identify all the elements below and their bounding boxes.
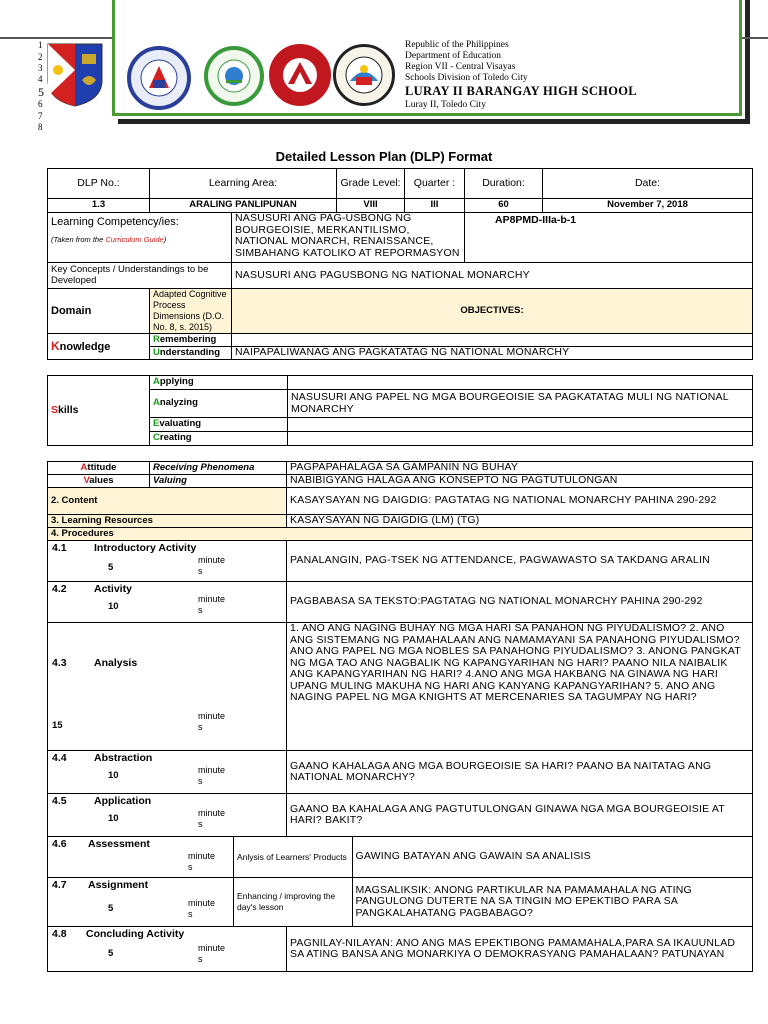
line-number: 3 [38, 63, 43, 73]
remembering-initial: R [153, 333, 160, 345]
header-rule-right [742, 37, 768, 39]
procedure-name: Concluding Activity [86, 928, 185, 940]
region-seal-emblem [208, 50, 260, 102]
knowledge-initial: K [51, 338, 60, 353]
procedure-number: 4.8 [52, 928, 67, 940]
procedure-sub-label: Anlysis of Learners' Products [234, 837, 352, 877]
remembering-label [150, 334, 232, 347]
skills-table [47, 375, 753, 446]
grade-level-value: VIII [337, 199, 405, 213]
procedure-minutes: 5 [108, 903, 114, 914]
procedure-name: Analysis [94, 657, 138, 669]
understanding-label [150, 347, 232, 360]
procedure-number: 4.7 [52, 879, 67, 891]
objectives-label: OBJECTIVES: [232, 289, 753, 334]
philippine-seal-icon [44, 40, 106, 108]
values-level: Valuing [150, 475, 287, 488]
analyzing-label [150, 390, 288, 418]
procedure-row [48, 927, 753, 972]
content-row [48, 488, 753, 515]
procedure-minutes: 5 [108, 948, 114, 959]
values-text: NABIBIGYANG HALAGA ANG KONSEPTO NG PAGTUTULONGAN [287, 475, 753, 488]
deped-seal-icon [127, 46, 191, 110]
content-label: 2. Content [48, 488, 287, 515]
knowledge-rest: nowledge [59, 340, 111, 353]
line-number: 1 [38, 40, 43, 50]
applying-rest: pplying [159, 376, 194, 388]
date-header: Date: [543, 169, 753, 199]
content-text: KASAYSAYAN NG DAIGDIG: PAGTATAG NG NATIONAL MONARCHY PAHINA 290-292 [287, 488, 753, 515]
applying-row [48, 376, 753, 390]
key-concepts-row [48, 263, 753, 289]
info-value-row [48, 199, 753, 213]
competency-note-suffix: ) [163, 235, 167, 244]
procedure-text: GAANO BA KAHALAGA ANG PAGTUTULONGAN GINAWA NGA MGA BOURGEOISIE AT HARI? BAKIT? [287, 794, 753, 837]
procedure-number: 4.6 [52, 838, 67, 850]
school-seal-icon [333, 44, 395, 106]
acp-label: Adapted Cognitive Process Dimensions (D.O. No. 8, s. 2015) [150, 289, 232, 334]
quarter-header: Quarter : [405, 169, 465, 199]
procedure-text: GAANO KAHALAGA ANG MGA BOURGEOISIE SA HARI? PAANO BA NAITATAG ANG NATIONAL MONARCHY? [287, 751, 753, 794]
department-line: Department of Education [405, 51, 502, 61]
understanding-objective: NAIPAPALIWANAG ANG PAGKATATAG NG NATIONAL MONARCHY [232, 347, 753, 360]
line-number: 6 [38, 99, 43, 109]
procedure-row [48, 794, 753, 837]
applying-objective [288, 376, 753, 390]
attitude-row [48, 462, 753, 475]
line-number: 7 [38, 111, 43, 121]
procedure-name: Activity [94, 583, 132, 595]
values-row [48, 475, 753, 488]
competency-label: Learning Competency/ies: [51, 216, 179, 228]
attitude-label [48, 462, 150, 475]
attitude-text: PAGPAPAHALAGA SA GAMPANIN NG BUHAY [287, 462, 753, 475]
info-header-row [48, 169, 753, 199]
procedure-number: 4.5 [52, 795, 67, 807]
competency-note-prefix: (Taken from the [51, 235, 106, 244]
minutes-label: minute s [198, 808, 226, 829]
procedures-table [47, 461, 753, 972]
dlp-no-value: 1.3 [48, 199, 150, 213]
region-line: Region VII - Central Visayas [405, 62, 516, 72]
procedure-row [48, 623, 753, 751]
procedure-detail-table [234, 878, 752, 926]
values-label [48, 475, 150, 488]
creating-row [48, 432, 753, 446]
procedure-label-cell [48, 794, 287, 837]
division-line: Schools Division of Toledo City [405, 73, 528, 83]
procedure-minutes: 15 [52, 720, 63, 731]
remembering-objective [232, 334, 753, 347]
skills-rest: kills [58, 404, 79, 417]
understanding-rest: nderstanding [159, 346, 221, 358]
line-number: 8 [38, 122, 43, 132]
procedure-label-box [48, 878, 233, 926]
minutes-label: minute s [198, 943, 226, 964]
region-seal-icon [204, 46, 264, 106]
competency-text: NASUSURI ANG PAG-USBONG NG BOURGEOISIE, MERKANTILISMO, NATIONAL MONARCH, RENAISSANCE, SIMBAHANG KATOLIKO AT REPORMASYON [232, 213, 465, 263]
procedure-minutes: 10 [108, 813, 119, 824]
creating-initial: C [153, 432, 160, 444]
key-concepts-label: Key Concepts / Understandings to be Developed [48, 263, 232, 289]
procedure-text: GAWING BATAYAN ANG GAWAIN SA ANALISIS [355, 850, 591, 863]
evaluating-objective [288, 418, 753, 432]
values-initial: V [83, 474, 90, 486]
procedure-label-box [48, 582, 286, 622]
procedure-sub-label: Enhancing / improving the day's lesson [234, 878, 352, 926]
procedure-row [48, 878, 753, 927]
school-address: Luray II, Toledo City [405, 100, 486, 110]
analyzing-rest: nalyzing [159, 397, 198, 409]
attitude-initial: A [80, 461, 88, 473]
resources-label: 3. Learning Resources [48, 515, 287, 528]
knowledge-label [48, 334, 150, 360]
procedure-text: PAGNILAY-NILAYAN: ANO ANG MAS EPEKTIBONG PAMAMAHALA,PARA SA IKAUUNLAD SA ATING BANSA ANG MONARKIYA O DEMOKRASYANG PAMAHALAAN? PATUNAYAN [287, 927, 753, 972]
quarter-value: III [405, 199, 465, 213]
procedure-label-cell [48, 623, 287, 751]
procedure-minutes: 10 [108, 770, 119, 781]
procedure-name: Assignment [88, 879, 149, 891]
duration-header: Duration: [465, 169, 543, 199]
procedure-name: Assessment [88, 838, 150, 850]
competency-row [48, 213, 753, 263]
duration-value: 60 [465, 199, 543, 213]
domain-label: Domain [48, 289, 150, 334]
procedure-text: PAGBABASA SA TEKSTO:PAGTATAG NG NATIONAL MONARCHY PAHINA 290-292 [287, 582, 753, 623]
procedure-detail-cell [234, 878, 753, 927]
line-number: 5 [38, 85, 44, 99]
procedure-number: 4.2 [52, 583, 67, 595]
procedure-label-box [48, 794, 286, 836]
procedure-label-cell [48, 541, 287, 582]
analyzing-objective: NASUSURI ANG PAPEL NG MGA BOURGEOISIE SA PAGKATATAG MULI NG NATIONAL MONARCHY [288, 390, 753, 418]
procedure-text: MAGSALIKSIK: ANONG PARTIKULAR NA PAMAMAHALA NG ATING PANGULONG DUTERTE NA SA TINGIN MO EPEKTIBO PARA SA PANGKALAHATANG PAGBABAGO? [355, 883, 692, 919]
info-table [47, 168, 753, 360]
values-rest: alues [89, 474, 114, 486]
procedure-label-cell [48, 751, 287, 794]
resources-text: KASAYSAYAN NG DAIGDIG (LM) (TG) [287, 515, 753, 528]
procedure-minutes: 5 [108, 562, 114, 573]
procedures-label: 4. Procedures [48, 528, 753, 541]
minutes-label: minute s [198, 765, 226, 786]
procedure-label-cell [48, 582, 287, 623]
understanding-row [48, 347, 753, 360]
deped-division-seal-icon [269, 44, 331, 106]
procedure-name: Abstraction [94, 752, 153, 764]
line-number: 2 [38, 52, 43, 62]
procedure-label-cell [48, 878, 234, 927]
procedure-label-box [48, 623, 286, 750]
creating-rest: reating [159, 432, 192, 444]
minutes-label: minute s [198, 711, 226, 732]
procedure-number: 4.1 [52, 542, 67, 554]
republic-line: Republic of the Philippines [405, 40, 509, 50]
procedure-label-box [48, 927, 286, 971]
division-seal-emblem [273, 48, 327, 102]
minutes-label: minute s [188, 851, 216, 872]
header-rule-left [0, 37, 112, 39]
analyzing-row [48, 390, 753, 418]
understanding-initial: U [153, 346, 160, 358]
remembering-row [48, 334, 753, 347]
procedure-text: 1. ANO ANG NAGING BUHAY NG MGA HARI SA PANAHON NG PIYUDALISMO? 2. ANO ANG SISTEMANG NG PAMAHALAAN ANG NAMAMAYANI SA PANAHONG PIYUDALISMO? ANO ANG PAPEL NG MGA NOBLES SA PANAHONG PIYUDALISMO? 3. ANONG PANGKAT NG MGA TAO ANG NAGBALIK NG KAPANGYARIHAN NG HARI? PAANO NILA NAIBALIK ANG KAPANGYARIHAN NG HARI? 4.ANO ANG MGA HAKBANG NA GINAWA NG HARI UPANG MULING MAKUHA NG HARI ANG KANYANG KAPANGYARIHAN? 5. ANO ANG NAGING PAPEL NG MGA KNIGHTS AT MERCENARIES SA TAGUMPAY NG HARI? [287, 623, 753, 751]
competency-label-cell [48, 213, 232, 263]
procedure-label-cell [48, 837, 234, 878]
procedure-row [48, 837, 753, 878]
analyzing-initial: A [153, 397, 160, 409]
grade-level-header: Grade Level: [337, 169, 405, 199]
curriculum-guide-link: Curriculum Guide [105, 235, 164, 244]
page-title: Detailed Lesson Plan (DLP) Format [275, 149, 493, 164]
creating-objective [288, 432, 753, 446]
attitude-rest: ttitude [87, 461, 117, 473]
remembering-rest: emembering [159, 333, 217, 345]
domain-row [48, 289, 753, 334]
procedure-label-box [48, 541, 286, 581]
applying-initial: A [153, 376, 160, 388]
procedure-row [48, 541, 753, 582]
key-concepts-text: NASUSURI ANG PAGUSBONG NG NATIONAL MONARCHY [232, 263, 753, 289]
dlp-no-header: DLP No.: [48, 169, 150, 199]
creating-label [150, 432, 288, 446]
evaluating-rest: valuating [159, 418, 202, 430]
procedure-text: PANALANGIN, PAG-TSEK NG ATTENDANCE, PAGWAWASTO SA TAKDANG ARALIN [287, 541, 753, 582]
minutes-label: minute s [198, 594, 226, 615]
procedure-row [48, 751, 753, 794]
minutes-label: minute s [188, 898, 216, 919]
applying-label [150, 376, 288, 390]
evaluating-row [48, 418, 753, 432]
procedure-number: 4.4 [52, 752, 67, 764]
competency-code: AP8PMD-IIIa-b-1 [465, 213, 753, 263]
skills-initial: S [51, 404, 59, 417]
procedure-number: 4.3 [52, 657, 67, 669]
resources-row [48, 515, 753, 528]
procedure-name: Application [94, 795, 152, 807]
attitude-level: Receiving Phenomena [150, 462, 287, 475]
procedure-row [48, 582, 753, 623]
learning-area-value: ARALING PANLIPUNAN [150, 199, 337, 213]
skills-label [48, 376, 150, 446]
school-seal-emblem [336, 47, 392, 103]
evaluating-label [150, 418, 288, 432]
competency-note [51, 235, 228, 246]
learning-area-header: Learning Area: [150, 169, 337, 199]
deped-seal-emblem [131, 50, 187, 106]
evaluating-initial: E [153, 418, 160, 430]
procedure-minutes: 10 [108, 601, 119, 612]
procedure-detail-cell [234, 837, 753, 878]
minutes-label: minute s [198, 555, 226, 576]
school-name: LURAY II BARANGAY HIGH SCHOOL [405, 84, 637, 98]
procedure-label-box [48, 751, 286, 793]
procedure-detail-table [234, 837, 752, 877]
date-value: November 7, 2018 [543, 199, 753, 213]
procedure-label-cell [48, 927, 287, 972]
line-number: 4 [38, 74, 43, 84]
procedure-name: Introductory Activity [94, 542, 197, 554]
procedures-header-row [48, 528, 753, 541]
procedure-label-box [48, 837, 233, 877]
